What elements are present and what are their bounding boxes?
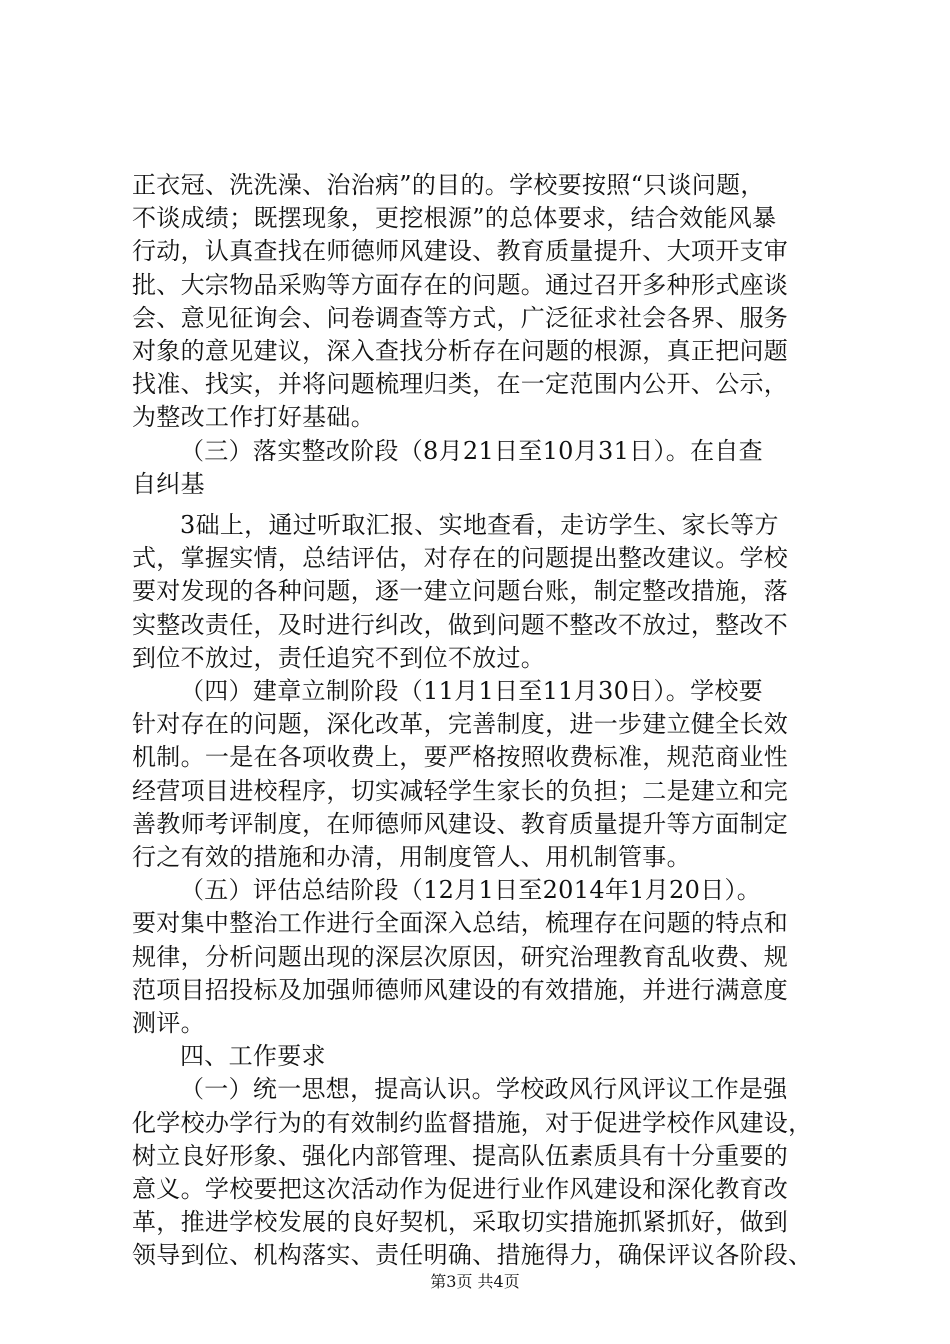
text-line: 要对发现的各种问题，逐一建立问题台账，制定整改措施，落 <box>132 577 789 605</box>
text-line: 经营项目进校程序，切实减轻学生家长的负担；二是建立和完 <box>132 777 789 805</box>
text-line: 规律，分析问题出现的深层次原因，研究治理教育乱收费、规 <box>132 943 789 971</box>
text-line: 意义。学校要把这次活动作为促进行业作风建设和深化教育改 <box>132 1175 789 1203</box>
text-line: 树立良好形象、强化内部管理、提高队伍素质具有十分重要的 <box>132 1142 789 1170</box>
section-title: 四、工作要求 <box>180 1042 326 1070</box>
text-line: 行之有效的措施和办清，用制度管人、用机制管事。 <box>132 843 691 871</box>
text-line: 对象的意见建议，深入查找分析存在问题的根源，真正把问题 <box>132 337 789 365</box>
text-line: 领导到位、机构落实、责任明确、措施得力，确保评议各阶段、 <box>132 1241 813 1269</box>
text-line: 正衣冠、洗洗澡、治治病”的目的。学校要按照“只谈问题， <box>132 171 765 199</box>
text-line: 到位不放过，责任追究不到位不放过。 <box>132 644 546 672</box>
page-footer: 第3页 共4页 <box>430 1272 520 1291</box>
text-line: 测评。 <box>132 1009 205 1037</box>
text-line: 不谈成绩；既摆现象，更挖根源”的总体要求，结合效能风暴 <box>132 204 777 232</box>
text-line: 针对存在的问题，深化改革，完善制度，进一步建立健全长效 <box>132 710 789 738</box>
text-line: 范项目招投标及加强师德师风建设的有效措施，并进行满意度 <box>132 976 789 1004</box>
text-line: 行动，认真查找在师德师风建设、教育质量提升、大项开支审 <box>132 237 789 265</box>
section-heading-line: （五）评估总结阶段（12月1日至2014年1月20日）。 <box>180 876 762 904</box>
text-line: 会、意见征询会、问卷调查等方式，广泛征求社会各界、服务 <box>132 304 789 332</box>
text-line: 式，掌握实情，总结评估，对存在的问题提出整改建议。学校 <box>132 544 789 572</box>
text-line: 要对集中整治工作进行全面深入总结，梳理存在问题的特点和 <box>132 909 789 937</box>
text-line: 批、大宗物品采购等方面存在的问题。通过召开多种形式座谈 <box>132 271 789 299</box>
text-line: 革，推进学校发展的良好契机，采取切实措施抓紧抓好，做到 <box>132 1208 789 1236</box>
section-heading-line: （一）统一思想，提高认识。学校政风行风评议工作是强 <box>180 1075 788 1103</box>
text-line: 化学校办学行为的有效制约监督措施，对于促进学校作风建设， <box>132 1109 813 1137</box>
text-line: 机制。一是在各项收费上，要严格按照收费标准，规范商业性 <box>132 743 789 771</box>
text-line: 为整改工作打好基础。 <box>132 403 375 431</box>
section-heading-line: （三）落实整改阶段（8月21日至10月31日）。在自查 <box>180 437 763 465</box>
text-line: 自纠基 <box>132 470 205 498</box>
text-line: 3础上，通过听取汇报、实地查看，走访学生、家长等方 <box>180 511 779 539</box>
text-line: 找准、找实，并将问题梳理归类，在一定范围内公开、公示， <box>132 370 789 398</box>
text-line: 实整改责任，及时进行纠改，做到问题不整改不放过，整改不 <box>132 611 789 639</box>
section-heading-line: （四）建章立制阶段（11月1日至11月30日）。学校要 <box>180 677 763 705</box>
text-line: 善教师考评制度，在师德师风建设、教育质量提升等方面制定 <box>132 810 789 838</box>
